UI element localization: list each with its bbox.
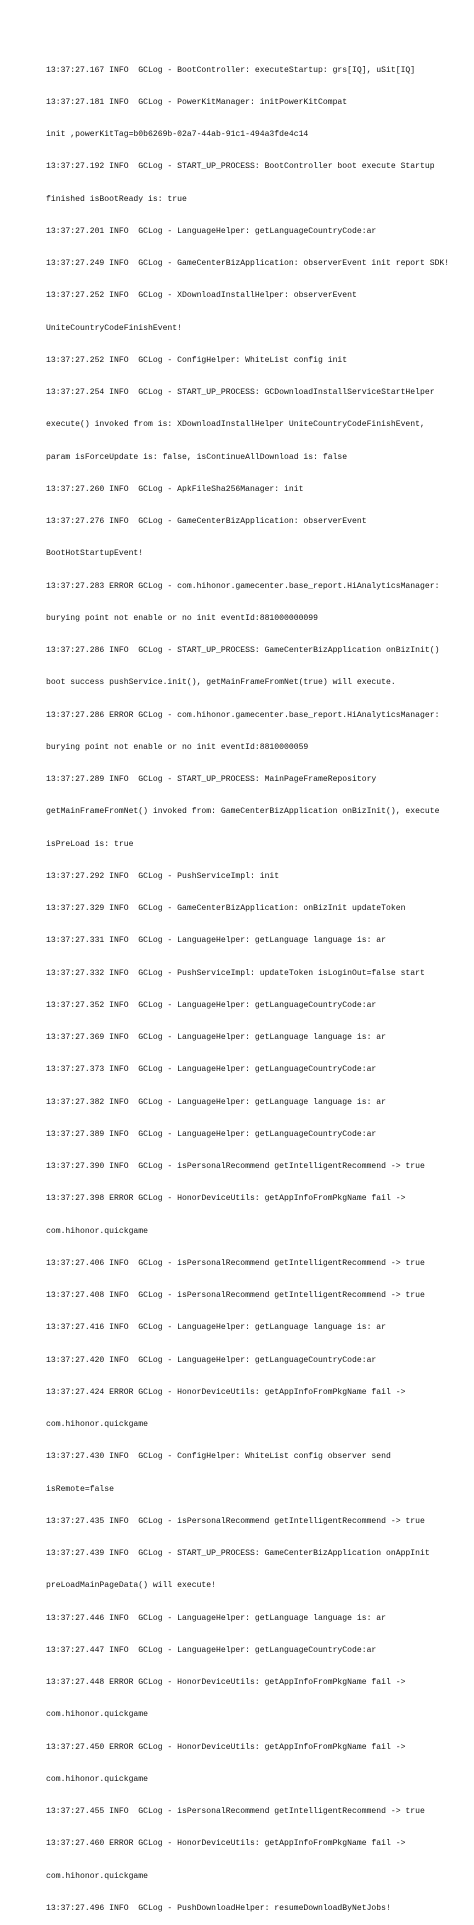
log-line: 13:37:27.192 INFO GCLog - START_UP_PROCESS: BootController boot execute Startup	[46, 162, 435, 172]
log-line: com.hihonor.quickgame	[46, 1226, 148, 1236]
log-line: 13:37:27.460 ERROR GCLog - HonorDeviceUtils: getAppInfoFromPkgName fail ->	[46, 1839, 406, 1849]
log-line: 13:37:27.283 ERROR GCLog - com.hihonor.gamecenter.base_report.HiAnalyticsManager:	[46, 581, 440, 591]
log-line: 13:37:27.390 INFO GCLog - isPersonalRecommend getIntelligentRecommend -> true	[46, 1162, 425, 1171]
log-line: 13:37:27.430 INFO GCLog - ConfigHelper: WhiteList config observer send	[46, 1452, 391, 1462]
log-line: 13:37:27.332 INFO GCLog - PushServiceImpl: updateToken isLoginOut=false start	[46, 968, 425, 978]
log-line: finished isBootReady is: true	[46, 194, 187, 204]
log-line: 13:37:27.373 INFO GCLog - LanguageHelper: getLanguageCountryCode:ar	[46, 1065, 377, 1075]
log-line: param isForceUpdate is: false, isContinueAllDownload is: false	[46, 452, 348, 462]
log-line: com.hihonor.quickgame	[46, 1420, 148, 1429]
log-line: 13:37:27.448 ERROR GCLog - HonorDeviceUtils: getAppInfoFromPkgName fail ->	[46, 1678, 406, 1687]
log-line: isPreLoad is: true	[46, 839, 134, 849]
log-line: isRemote=false	[46, 1484, 114, 1494]
log-output	[46, 44, 470, 1925]
log-line: getMainFrameFromNet() invoked from: GameCenterBizApplication onBizInit(), execute	[46, 807, 440, 817]
log-line: 13:37:27.447 INFO GCLog - LanguageHelper: getLanguageCountryCode:ar	[46, 1645, 377, 1655]
log-line: 13:37:27.254 INFO GCLog - START_UP_PROCESS: GCDownloadInstallServiceStartHelper	[46, 388, 435, 397]
log-line: com.hihonor.quickgame	[46, 1710, 148, 1720]
log-line: 13:37:27.435 INFO GCLog - isPersonalRecommend getIntelligentRecommend -> true	[46, 1516, 425, 1526]
log-line: execute() invoked from is: XDownloadInstallHelper UniteCountryCodeFinishEvent,	[46, 420, 425, 430]
log-line: 13:37:27.276 INFO GCLog - GameCenterBizApplication: observerEvent	[46, 517, 367, 526]
log-line: com.hihonor.quickgame	[46, 1774, 148, 1784]
log-line: 13:37:27.249 INFO GCLog - GameCenterBizApplication: observerEvent init report SDK!	[46, 259, 450, 268]
log-line: burying point not enable or no init eventId:881000000099	[46, 613, 318, 623]
log-line: 13:37:27.286 ERROR GCLog - com.hihonor.gamecenter.base_report.HiAnalyticsManager:	[46, 710, 440, 720]
log-line: 13:37:27.292 INFO GCLog - PushServiceImpl: init	[46, 871, 280, 881]
log-line: 13:37:27.329 INFO GCLog - GameCenterBizApplication: onBizInit updateToken	[46, 904, 406, 913]
log-line: boot success pushService.init(), getMainFrameFromNet(true) will execute.	[46, 678, 396, 688]
log-line: 13:37:27.455 INFO GCLog - isPersonalRecommend getIntelligentRecommend -> true	[46, 1807, 425, 1816]
log-line: burying point not enable or no init eventId:8810000059	[46, 742, 309, 752]
log-line: 13:37:27.408 INFO GCLog - isPersonalRecommend getIntelligentRecommend -> true	[46, 1291, 425, 1300]
log-line: 13:37:27.398 ERROR GCLog - HonorDeviceUtils: getAppInfoFromPkgName fail ->	[46, 1194, 406, 1204]
log-line: 13:37:27.446 INFO GCLog - LanguageHelper: getLanguage language is: ar	[46, 1613, 386, 1623]
log-line: 13:37:27.252 INFO GCLog - ConfigHelper: WhiteList config init	[46, 355, 348, 365]
log-line: 13:37:27.496 INFO GCLog - PushDownloadHelper: resumeDownloadByNetJobs!	[46, 1903, 391, 1913]
log-line: 13:37:27.406 INFO GCLog - isPersonalRecommend getIntelligentRecommend -> true	[46, 1258, 425, 1268]
log-line: 13:37:27.382 INFO GCLog - LanguageHelper: getLanguage language is: ar	[46, 1097, 386, 1107]
log-line: 13:37:27.424 ERROR GCLog - HonorDeviceUtils: getAppInfoFromPkgName fail ->	[46, 1387, 406, 1397]
log-line: 13:37:27.286 INFO GCLog - START_UP_PROCESS: GameCenterBizApplication onBizInit()	[46, 646, 440, 655]
log-line: 13:37:27.181 INFO GCLog - PowerKitManager: initPowerKitCompat	[46, 97, 348, 107]
log-line: 13:37:27.331 INFO GCLog - LanguageHelper: getLanguage language is: ar	[46, 936, 386, 946]
log-line: UniteCountryCodeFinishEvent!	[46, 323, 182, 333]
log-line: 13:37:27.439 INFO GCLog - START_UP_PROCESS: GameCenterBizApplication onAppInit	[46, 1549, 430, 1558]
log-line: 13:37:27.416 INFO GCLog - LanguageHelper: getLanguage language is: ar	[46, 1323, 386, 1333]
log-line: preLoadMainPageData() will execute!	[46, 1581, 216, 1591]
log-line: 13:37:27.201 INFO GCLog - LanguageHelper: getLanguageCountryCode:ar	[46, 226, 377, 236]
log-line: BootHotStartupEvent!	[46, 549, 144, 559]
log-line: 13:37:27.252 INFO GCLog - XDownloadInstallHelper: observerEvent	[46, 291, 357, 301]
log-line: 13:37:27.420 INFO GCLog - LanguageHelper: getLanguageCountryCode:ar	[46, 1355, 377, 1365]
log-line: 13:37:27.352 INFO GCLog - LanguageHelper: getLanguageCountryCode:ar	[46, 1000, 377, 1010]
log-line: 13:37:27.369 INFO GCLog - LanguageHelper: getLanguage language is: ar	[46, 1033, 386, 1042]
log-line: 13:37:27.260 INFO GCLog - ApkFileSha256Manager: init	[46, 484, 304, 494]
log-line: 13:37:27.167 INFO GCLog - BootController: executeStartup: grs[IQ], uSit[IQ]	[46, 65, 416, 75]
log-line: init ,powerKitTag=b0b6269b-02a7-44ab-91c1-494a3fde4c14	[46, 130, 309, 139]
log-line: 13:37:27.289 INFO GCLog - START_UP_PROCESS: MainPageFrameRepository	[46, 775, 377, 784]
log-line: 13:37:27.450 ERROR GCLog - HonorDeviceUtils: getAppInfoFromPkgName fail ->	[46, 1742, 406, 1752]
log-line: 13:37:27.389 INFO GCLog - LanguageHelper: getLanguageCountryCode:ar	[46, 1129, 377, 1139]
log-line: com.hihonor.quickgame	[46, 1871, 148, 1881]
